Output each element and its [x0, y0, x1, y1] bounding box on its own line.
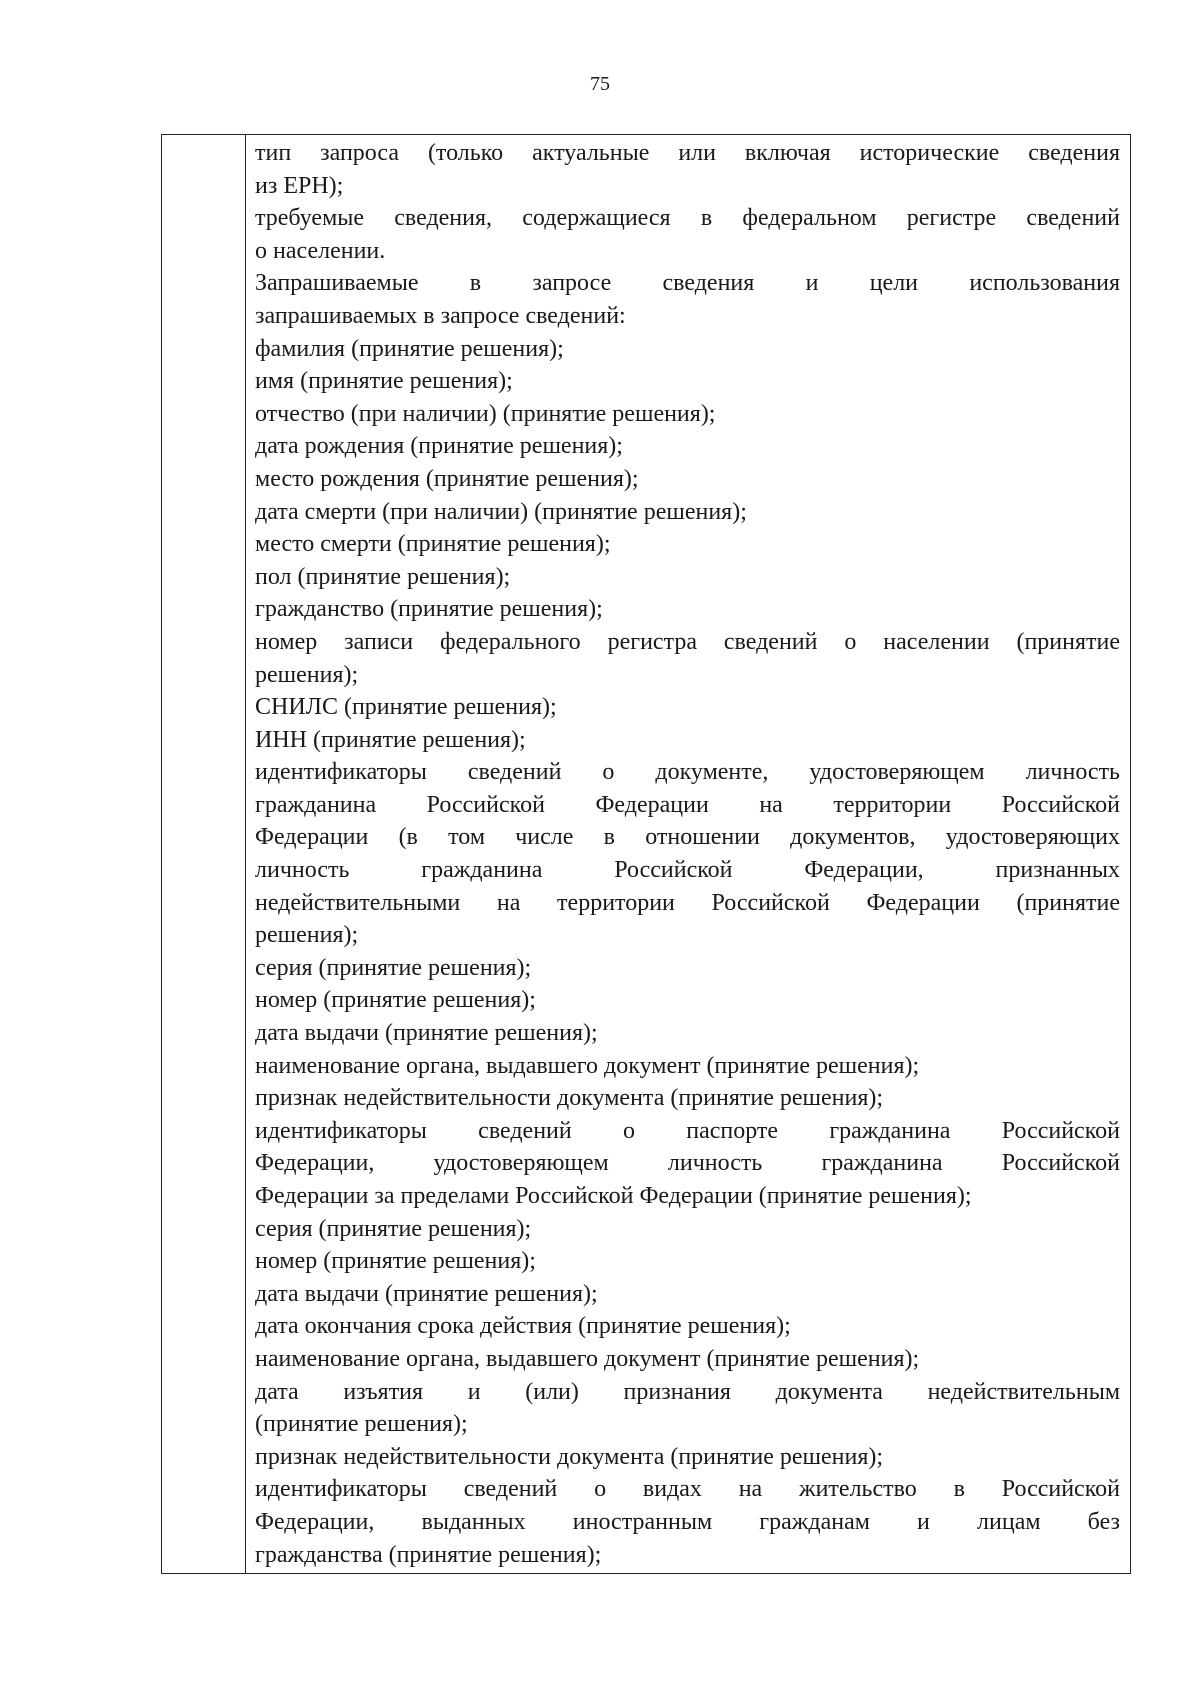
text-line: гражданства (принятие решения); [255, 1541, 602, 1568]
text-line: серия (принятие решения); [255, 1215, 532, 1242]
text-line: (принятие решения); [255, 1411, 468, 1438]
text-line: наименование органа, выдавшего документ (принятие решения); [255, 1052, 920, 1079]
text-line: место рождения (принятие решения); [255, 465, 639, 492]
text-line: требуемые сведения, содержащиеся в федеральном регистре сведений [255, 205, 1120, 232]
text-line: решения); [255, 922, 359, 949]
text-line: идентификаторы сведений о паспорте гражданина Российской [255, 1117, 1120, 1144]
text-line: пол (принятие решения); [255, 563, 511, 590]
page-number: 75 [590, 73, 610, 95]
content-table [161, 134, 1131, 1574]
text-line: тип запроса (только актуальные или включая исторические сведения [255, 140, 1120, 166]
text-line: номер (принятие решения); [255, 987, 536, 1014]
text-line: из ЕРН); [255, 172, 344, 199]
text-line: Запрашиваемые в запросе сведения и цели использования [255, 270, 1120, 297]
text-line: номер (принятие решения); [255, 1248, 536, 1275]
text-line: СНИЛС (принятие решения); [255, 694, 557, 721]
text-line: Федерации, удостоверяющем личность гражданина Российской [255, 1150, 1120, 1177]
text-line: фамилия (принятие решения); [255, 335, 564, 362]
text-line: Федерации, выданных иностранным гражданам и лицам без [255, 1508, 1120, 1535]
text-line: идентификаторы сведений о документе, удостоверяющем личность [255, 759, 1120, 786]
text-line: недействительными на территории Российской Федерации (принятие [255, 889, 1120, 916]
text-line: идентификаторы сведений о видах на жительство в Российской [255, 1476, 1120, 1503]
text-line: номер записи федерального регистра сведений о населении (принятие [255, 628, 1120, 655]
text-line: наименование органа, выдавшего документ (принятие решения); [255, 1345, 920, 1372]
text-line: ИНН (принятие решения); [255, 726, 526, 753]
text-line: личность гражданина Российской Федерации, признанных [255, 857, 1120, 884]
text-line: Федерации за пределами Российской Федерации (принятие решения); [255, 1183, 972, 1209]
text-line: решения); [255, 661, 359, 688]
table-cell-right [246, 135, 1130, 1573]
text-line: дата изъятия и (или) признания документа недействительным [255, 1378, 1120, 1405]
text-line: место смерти (принятие решения); [255, 531, 611, 558]
text-line: имя (принятие решения); [255, 368, 513, 395]
text-line: признак недействительности документа (принятие решения); [255, 1085, 884, 1112]
text-line: запрашиваемых в запросе сведений: [255, 302, 626, 329]
text-line: гражданина Российской Федерации на территории Российской [255, 791, 1120, 818]
text-line: серия (принятие решения); [255, 954, 532, 981]
text-line: отчество (при наличии) (принятие решения); [255, 400, 716, 427]
text-line: дата смерти (при наличии) (принятие решения); [255, 498, 747, 525]
text-line: дата окончания срока действия (принятие решения); [255, 1313, 791, 1340]
table-cell-left [162, 135, 246, 1573]
text-line: о населении. [255, 237, 386, 264]
text-line: дата рождения (принятие решения); [255, 433, 623, 460]
text-line: признак недействительности документа (принятие решения); [255, 1443, 884, 1470]
text-line: гражданство (принятие решения); [255, 596, 603, 623]
text-line: дата выдачи (принятие решения); [255, 1020, 598, 1047]
text-line: Федерации (в том числе в отношении документов, удостоверяющих [255, 824, 1120, 851]
text-line: дата выдачи (принятие решения); [255, 1280, 598, 1307]
